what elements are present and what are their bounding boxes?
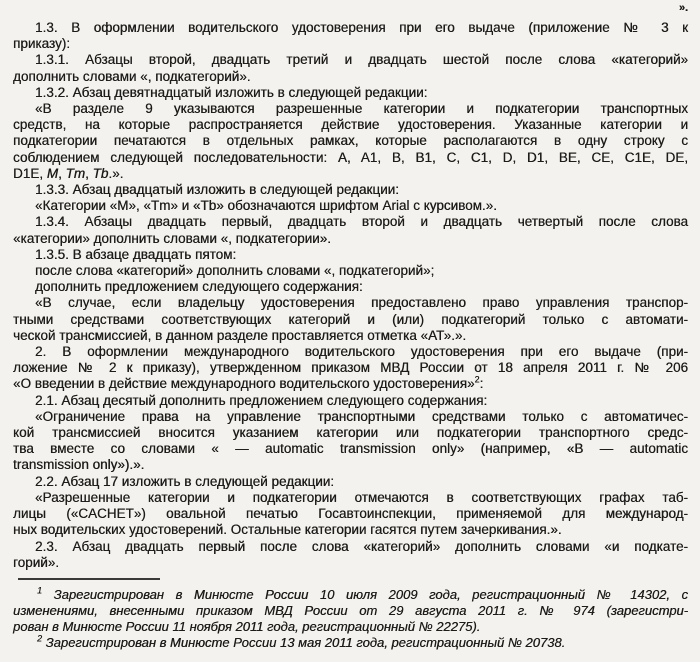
footnote-divider — [18, 578, 160, 580]
text-line: $^2$ Зарегистрирован в Минюсте России 13 мая 2011 года, регистрационный № 20738. — [37, 633, 566, 650]
text-line: 2.2. Абзац 17 изложить в следующей редакции: — [35, 473, 335, 489]
text-line: 2. В оформлении международного водительского удостоверения при его выдаче (при- — [35, 344, 688, 360]
text-line: $^1$ Зарегистрирован в Минюсте России 10 июля 2009 года, регистрационный № 14302, с — [37, 585, 688, 602]
text-line: изменениями, внесенными приказом МВД России от 29 августа 2011 г. № 974 (зарегистри- — [13, 603, 688, 618]
text-line: 1.3.1. Абзацы второй, двадцать третий и двадцать шестой после слова «категорий» — [35, 52, 688, 68]
text-line: приказу): — [13, 36, 70, 52]
paragraph — [13, 474, 688, 490]
paragraph — [13, 279, 688, 295]
text-line: средств, на которые распространяется действие удостоверения. Указанные категории и — [13, 117, 688, 133]
footnote — [13, 635, 688, 651]
text-line: D1E, M, Tm, Tb.». — [13, 165, 124, 181]
paragraph — [13, 409, 688, 474]
footnotes-list — [13, 587, 688, 651]
paragraph — [13, 263, 688, 279]
text-line: ложение № 2 к приказу), утвержденном приказом МВД России от 18 апреля 2011 г. № 206 — [13, 360, 688, 376]
paragraph — [13, 247, 688, 263]
paragraph — [13, 490, 688, 539]
text-line: тными средствами соответствующих категорий и (или) подкатегорий только с автомати- — [13, 311, 688, 327]
footnote — [13, 587, 688, 635]
document-body — [13, 20, 688, 571]
text-line: ческой трансмиссией, в данном разделе проставляется отметка «АТ».». — [13, 327, 467, 343]
carryover-quote-mark: ». — [678, 2, 688, 14]
text-line: «Ограничение права на управление транспортными средствами только с автоматичес- — [35, 408, 688, 424]
paragraph — [13, 295, 688, 344]
text-line: лицы («CACHET») овальной печатью Госавтоинспекции, применяемой для международ- — [13, 506, 688, 522]
paragraph — [13, 182, 688, 198]
paragraph — [13, 198, 688, 214]
footnote-block — [13, 578, 688, 651]
text-line: после слова «категорий» дополнить словами «, подкатегорий»; — [35, 263, 435, 279]
text-line: подкатегории печатаются в отдельных рамках, которые располагаются в одну строку с — [13, 133, 688, 149]
paragraph — [13, 20, 688, 52]
text-line: 1.3.5. В абзаце двадцать пятом: — [35, 246, 237, 262]
text-line: горий». — [13, 554, 59, 570]
paragraph — [13, 85, 688, 101]
text-line: ных водительских удостоверений. Остальные категории гасятся путем зачеркивания.». — [13, 522, 562, 538]
paragraph — [13, 344, 688, 393]
paragraph — [13, 539, 688, 571]
text-line: тва вместе со словами « — automatic transmission only» (например, «В — automatic — [13, 441, 688, 457]
text-line: 1.3.4. Абзацы двадцать первый, двадцать второй и двадцать четвертый после слова — [35, 214, 688, 230]
text-line: кой трансмиссией вносится указанием категории или подкатегории транспортного средс- — [13, 425, 688, 441]
text-line: дополнить предложением следующего содержания: — [35, 279, 363, 295]
paragraph — [13, 52, 688, 84]
text-line: «Категории «М», «Tm» и «Tb» обозначаются шрифтом Arial с курсивом.». — [35, 198, 497, 214]
text-line: «О введении в действие международного водительского удостоверения»$^2$: — [13, 374, 484, 392]
paragraph — [13, 393, 688, 409]
text-line: 1.3.3. Абзац двадцатый изложить в следующей редакции: — [35, 182, 399, 198]
text-line: дополнить словами «, подкатегорий». — [13, 68, 251, 84]
text-line: transmission only»).». — [13, 457, 145, 473]
paragraph — [13, 101, 688, 182]
text-line: соблюдением следующей последовательности: A, A1, B, B1, C, C1, D, D1, BE, CE, C1E, DE, — [13, 149, 688, 165]
text-line: 2.3. Абзац двадцать первый после слова «категорий» дополнить словами «и подкате- — [35, 538, 688, 554]
text-line: 2.1. Абзац десятый дополнить предложением следующего содержания: — [35, 392, 488, 408]
text-line: рован в Минюсте России 11 ноября 2011 года, регистрационный № 22275). — [13, 619, 481, 634]
text-line: 1.3.2. Абзац девятнадцатый изложить в следующей редакции: — [35, 84, 428, 100]
text-line: «Разрешенные категории и подкатегории отмечаются в соответствующих графах таб- — [35, 489, 688, 505]
text-line: «категории» дополнить словами «, подкатегории». — [13, 230, 331, 246]
paragraph — [13, 214, 688, 246]
text-line: 1.3. В оформлении водительского удостоверения при его выдаче (приложение № 3 к — [35, 20, 688, 35]
text-line: «В случае, если владельцу удостоверения предоставлено право управления транспор- — [35, 295, 688, 311]
text-line: «В разделе 9 указываются разрешенные категории и подкатегории транспортных — [35, 101, 688, 117]
